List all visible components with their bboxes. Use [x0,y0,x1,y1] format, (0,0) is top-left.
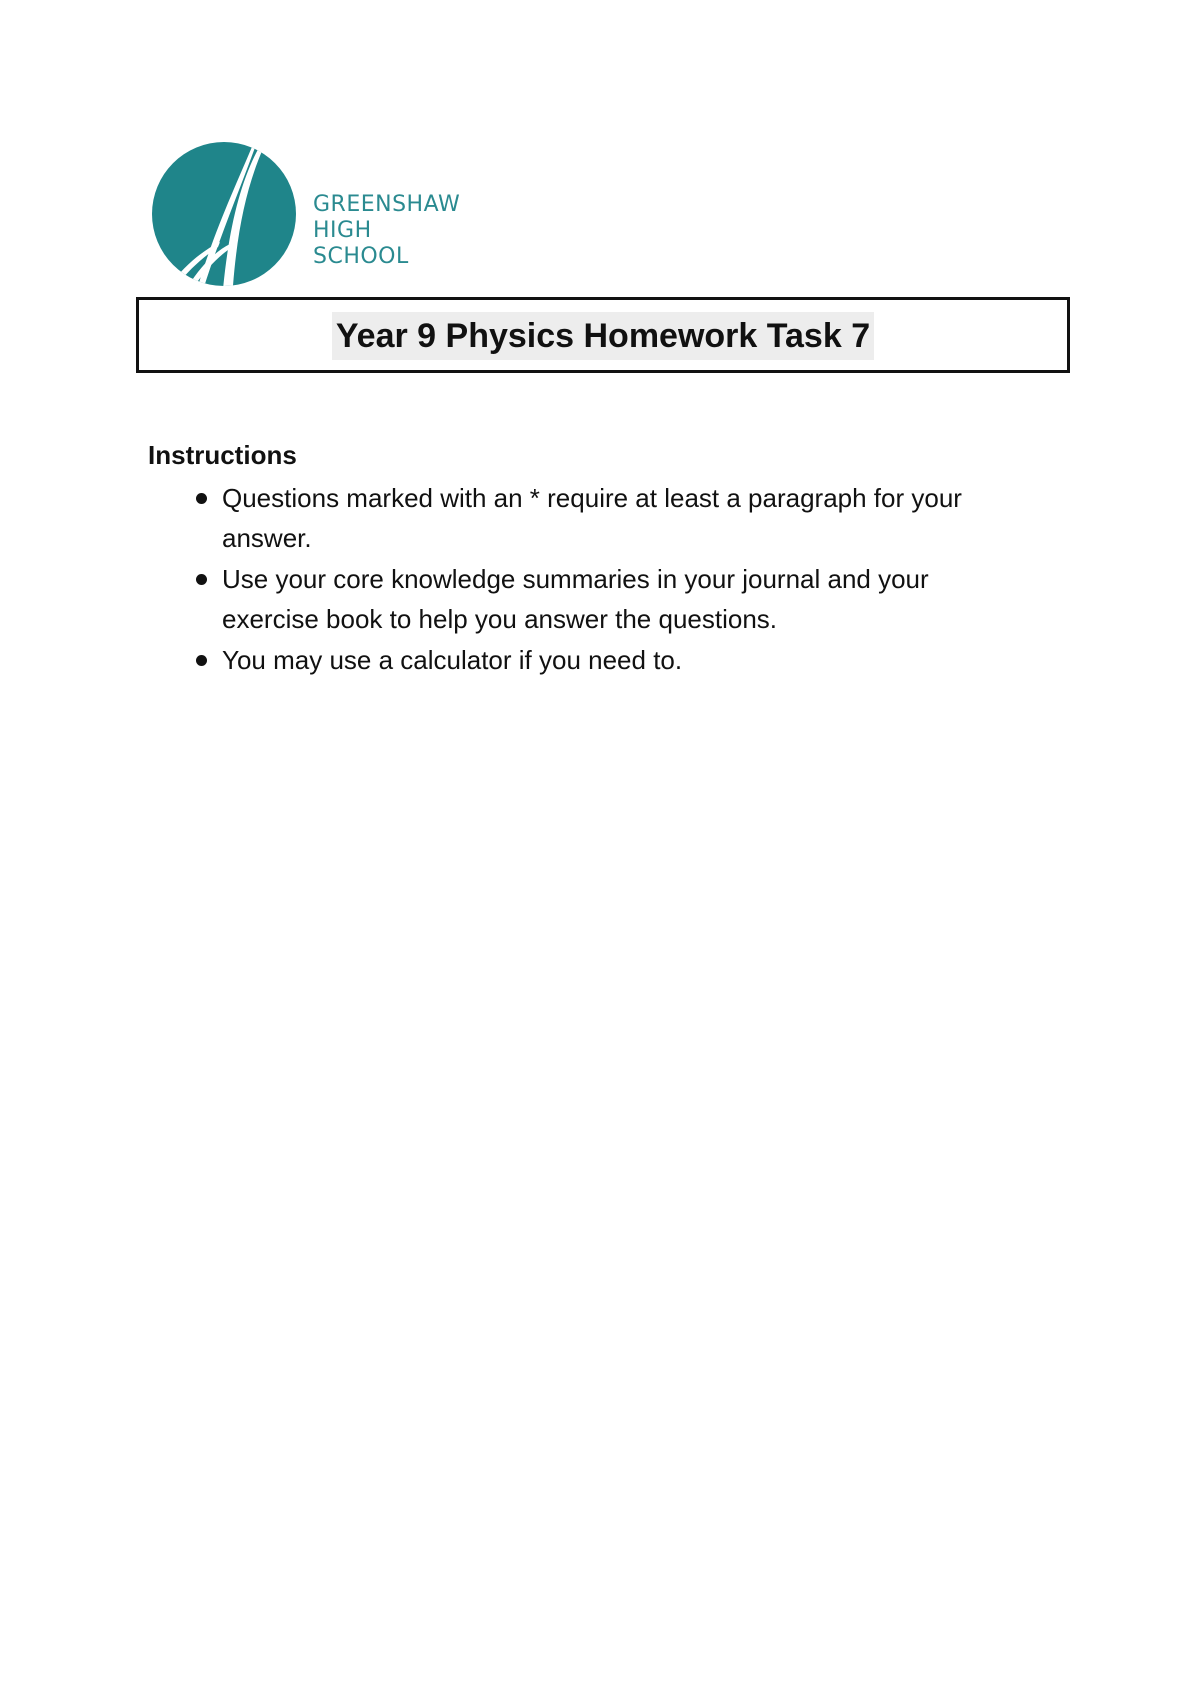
instruction-list [148,478,1048,680]
instruction-text: You may use a calculator if you need to. [222,645,683,675]
instruction-text: Use your core knowledge summaries in your journal and your exercise book to help you answer the questions. [222,564,929,634]
bullet-icon [196,493,207,504]
instructions-section [148,438,1048,681]
school-logo [150,140,470,300]
school-name [313,192,470,270]
list-item [148,478,1048,558]
page-title: Year 9 Physics Homework Task 7 [332,312,874,360]
bullet-icon [196,655,207,666]
school-name-line2: HIGH SCHOOL [313,218,409,269]
instructions-heading: Instructions [148,440,297,470]
list-item [148,640,1048,680]
instruction-text: Questions marked with an * require at least a paragraph for your answer. [222,483,962,553]
list-item [148,559,1048,639]
school-name-line1: GREENSHAW [313,192,461,217]
title-box [136,297,1070,373]
greenshaw-logo-icon [150,140,300,292]
bullet-icon [196,574,207,585]
